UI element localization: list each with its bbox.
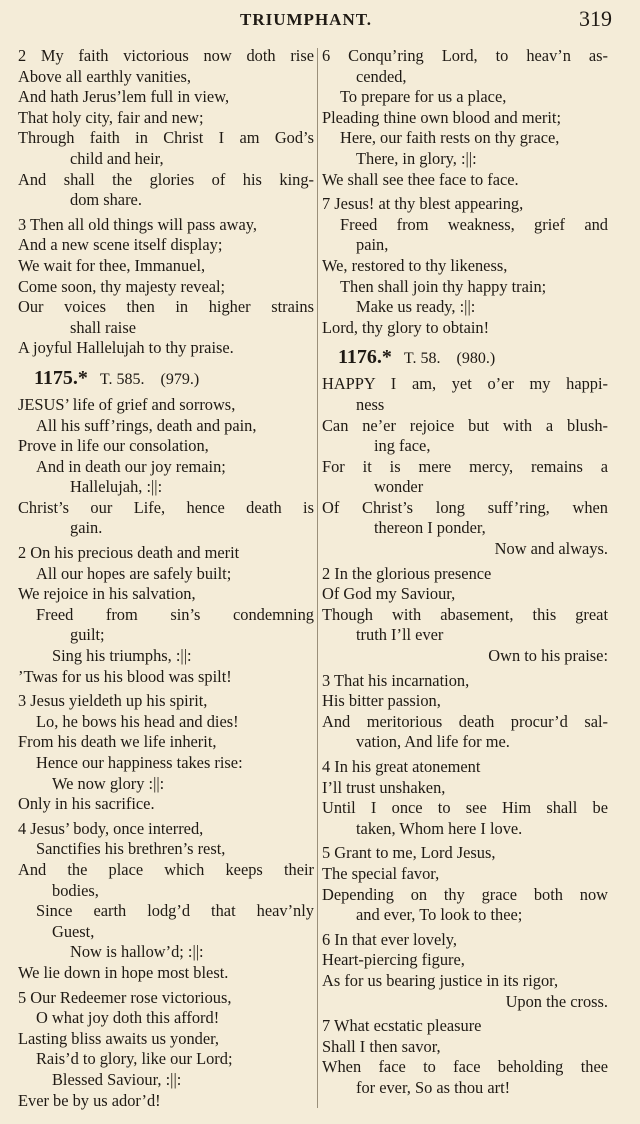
hymn-heading bbox=[18, 365, 314, 393]
verse-line: Freed from weakness, grief and bbox=[340, 214, 608, 234]
verse-line: Upon the cross. bbox=[505, 991, 608, 1011]
verse-line: Blessed Saviour, :||: bbox=[52, 1069, 182, 1089]
hymn-heading bbox=[322, 344, 608, 372]
verse-line: Through faith in Christ I am God’s bbox=[18, 128, 314, 148]
verse-line: There, in glory, :||: bbox=[356, 148, 477, 168]
verse-line: 2 In the glorious presence bbox=[322, 563, 492, 583]
verse-line: The special favor, bbox=[322, 863, 440, 883]
verse-line: We, restored to thy likeness, bbox=[322, 255, 508, 275]
verse-line: Though with abasement, this great bbox=[322, 604, 608, 624]
verse-line: Own to his praise: bbox=[488, 646, 608, 666]
verse-line: Guest, bbox=[52, 921, 95, 941]
verse-line: His bitter passion, bbox=[322, 691, 441, 711]
verse-line: Now is hallow’d; :||: bbox=[70, 942, 204, 962]
verse-line: O what joy doth this afford! bbox=[36, 1008, 220, 1028]
left-column bbox=[18, 46, 314, 1111]
verse-line: gain. bbox=[70, 518, 103, 538]
verse-line: For it is mere mercy, remains a bbox=[322, 456, 608, 476]
verse-line: Then shall join thy happy train; bbox=[340, 276, 547, 296]
column-divider bbox=[317, 48, 318, 1108]
verse-line: 3 Then all old things will pass away, bbox=[18, 214, 257, 234]
verse-line: truth I’ll ever bbox=[356, 625, 444, 645]
verse-line: We now glory :||: bbox=[52, 773, 165, 793]
hymn-ref: (979.) bbox=[160, 370, 200, 388]
verse-line: 7 What ecstatic pleasure bbox=[322, 1016, 482, 1036]
verse-line: And in death our joy remain; bbox=[36, 456, 226, 476]
verse-line: Can ne’er rejoice but with a blush- bbox=[322, 415, 608, 435]
verse-line: Our voices then in higher strains bbox=[18, 297, 314, 317]
verse-line: Depending on thy grace both now bbox=[322, 884, 608, 904]
verse-line: child and heir, bbox=[70, 148, 164, 168]
verse-line: ing face, bbox=[374, 436, 431, 456]
verse-line: We wait for thee, Immanuel, bbox=[18, 255, 206, 275]
verse-line: wonder bbox=[374, 477, 424, 497]
verse-line: taken, Whom here I love. bbox=[356, 818, 523, 838]
verse-line: shall raise bbox=[70, 317, 136, 337]
verse-line: ness bbox=[356, 394, 385, 414]
verse-line: And the place which keeps their bbox=[18, 859, 314, 879]
verse-line: Come soon, thy majesty reveal; bbox=[18, 276, 226, 296]
verse-line: dom share. bbox=[70, 190, 142, 210]
verse-line: As for us bearing justice in its rigor, bbox=[322, 970, 559, 990]
page-header bbox=[0, 6, 640, 40]
verse-line: vation, And life for me. bbox=[356, 732, 510, 752]
verse-line: Freed from sin’s condemning bbox=[36, 604, 314, 624]
verse-line: ’Twas for us his blood was spilt! bbox=[18, 666, 232, 686]
verse-line: 4 In his great atonement bbox=[322, 757, 481, 776]
verse-line: And meritorious death procur’d sal- bbox=[322, 711, 608, 731]
verse-line: Until I once to see Him shall be bbox=[322, 798, 608, 818]
verse-line: All our hopes are safely built; bbox=[36, 563, 232, 583]
verse-line: Pleading thine own blood and merit; bbox=[322, 107, 561, 127]
hymn-number: 1176.* bbox=[338, 346, 392, 369]
verse-line: Heart-piercing figure, bbox=[322, 950, 465, 970]
verse-line: HAPPY I am, yet o’er my happi- bbox=[322, 374, 608, 394]
verse-line: guilt; bbox=[70, 625, 105, 645]
verse-line: Here, our faith rests on thy grace, bbox=[340, 128, 560, 148]
verse-line: We rejoice in his salvation, bbox=[18, 584, 196, 604]
verse-line: Make us ready, :||: bbox=[356, 297, 476, 317]
verse-line: From his death we life inherit, bbox=[18, 732, 217, 752]
verse-line: for ever, So as thou art! bbox=[356, 1077, 511, 1097]
verse-line: Lord, thy glory to obtain! bbox=[322, 317, 490, 337]
verse-line: 2 My faith victorious now doth rise bbox=[18, 46, 314, 65]
verse-line: Shall I then savor, bbox=[322, 1036, 441, 1056]
verse-line: Lasting bliss awaits us yonder, bbox=[18, 1028, 220, 1048]
verse-line: JESUS’ life of grief and sorrows, bbox=[18, 394, 236, 414]
verse-line: 3 That his incarnation, bbox=[322, 670, 470, 690]
hymn-number: 1175.* bbox=[34, 366, 88, 389]
verse-line: To prepare for us a place, bbox=[340, 87, 507, 107]
verse-line: 3 Jesus yieldeth up his spirit, bbox=[18, 691, 208, 711]
right-column bbox=[322, 46, 608, 1099]
verse-line: 6 In that ever lovely, bbox=[322, 929, 458, 949]
verse-line: thereon I ponder, bbox=[374, 518, 486, 538]
verse-line: Prove in life our consolation, bbox=[18, 436, 209, 456]
hymn-tune: T. 58. bbox=[403, 350, 441, 368]
verse-line: Hence our happiness takes rise: bbox=[36, 753, 243, 772]
verse-line: 6 Conqu’ring Lord, to heav’n as- bbox=[322, 46, 608, 65]
verse-line: When face to face beholding thee bbox=[322, 1057, 608, 1077]
hymn-tune: T. 585. bbox=[99, 370, 145, 388]
verse-line: 7 Jesus! at thy blest appearing, bbox=[322, 194, 524, 214]
verse-line: I’ll trust unshaken, bbox=[322, 777, 446, 797]
verse-line: Christ’s our Life, hence death is bbox=[18, 497, 314, 517]
verse-line: 4 Jesus’ body, once interred, bbox=[18, 818, 204, 838]
verse-line: Since earth lodg’d that heav’nly bbox=[36, 901, 314, 921]
verse-line: That holy city, fair and new; bbox=[18, 107, 204, 127]
verse-line: and ever, To look to thee; bbox=[356, 905, 523, 925]
verse-line: And a new scene itself display; bbox=[18, 235, 223, 255]
verse-line: Ever be by us ador’d! bbox=[18, 1090, 161, 1110]
verse-line: Rais’d to glory, like our Lord; bbox=[36, 1049, 233, 1069]
verse-line: cended, bbox=[356, 66, 407, 86]
verse-line: 5 Our Redeemer rose victorious, bbox=[18, 987, 232, 1007]
running-title: TRIUMPHANT. bbox=[240, 10, 373, 29]
verse-line: Above all earthly vanities, bbox=[18, 66, 191, 86]
page-number: 319 bbox=[579, 6, 612, 31]
verse-line: pain, bbox=[356, 235, 389, 255]
verse-line: And hath Jerus’lem full in view, bbox=[18, 87, 230, 107]
hymn-ref: (980.) bbox=[456, 350, 496, 368]
verse-line: And shall the glories of his king- bbox=[18, 169, 314, 189]
verse-line: A joyful Hallelujah to thy praise. bbox=[18, 338, 234, 358]
verse-line: Hallelujah, :||: bbox=[70, 477, 163, 497]
verse-line: All his suff’rings, death and pain, bbox=[36, 415, 257, 435]
verse-line: 5 Grant to me, Lord Jesus, bbox=[322, 843, 496, 863]
verse-line: Now and always. bbox=[494, 539, 608, 559]
verse-line: bodies, bbox=[52, 880, 99, 900]
verse-line: We lie down in hope most blest. bbox=[18, 962, 229, 982]
verse-line: Of Christ’s long suff’ring, when bbox=[322, 497, 608, 517]
verse-line: Sing his triumphs, :||: bbox=[52, 646, 192, 666]
verse-line: Only in his sacrifice. bbox=[18, 794, 155, 814]
verse-line: Lo, he bows his head and dies! bbox=[36, 711, 239, 731]
verse-line: Sanctifies his brethren’s rest, bbox=[36, 839, 226, 859]
verse-line: Of God my Saviour, bbox=[322, 584, 456, 604]
verse-line: We shall see thee face to face. bbox=[322, 169, 519, 189]
verse-line: 2 On his precious death and merit bbox=[18, 543, 240, 563]
